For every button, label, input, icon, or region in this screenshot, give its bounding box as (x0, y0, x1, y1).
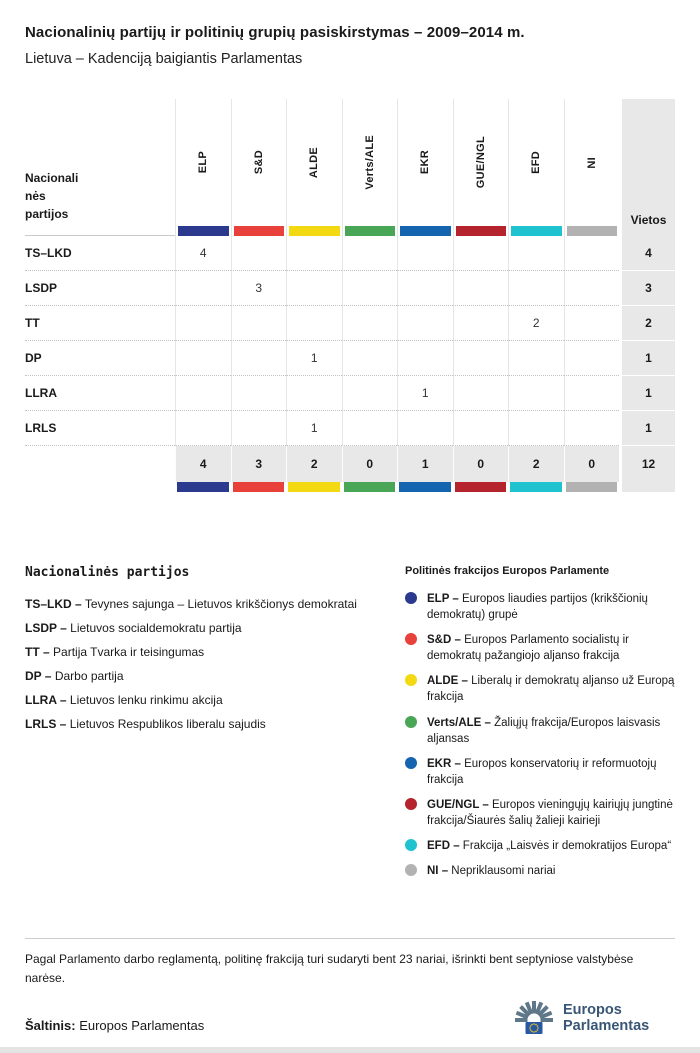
totals-spacer (25, 446, 175, 482)
european-parliament-logo (513, 992, 675, 1038)
page-title: Nacionalinių partijų ir politinių grupių pasiskirstymas – 2009–2014 m. (25, 24, 525, 41)
table-cell: 1 (286, 341, 342, 376)
legend-item: ALDE – Liberalų ir demokratų aljanso už Europą frakcija (405, 673, 675, 705)
table-cell (342, 376, 398, 411)
group-color-swatch (455, 482, 507, 492)
group-code-label: NI (585, 156, 598, 169)
group-color-swatch (178, 226, 229, 236)
source-text: Europos Parlamentas (75, 1018, 205, 1033)
column-header-verts-ale (342, 99, 398, 236)
legend-item: NI – Nepriklausomi nariai (405, 863, 675, 879)
table-cell (564, 306, 620, 341)
footnote: Pagal Parlamento darbo reglamentą, politinę frakciją turi sudaryti bent 23 nariai, išrinkti bent septyniose valstybėse narėse. (25, 938, 675, 987)
column-header-efd (508, 99, 564, 236)
legend-color-dot (405, 757, 417, 769)
legend-item: EKR – Europos konservatorių ir reformuotojų frakcija (405, 756, 675, 788)
table-cell (342, 271, 398, 306)
table-cell (175, 271, 231, 306)
group-color-swatch (289, 226, 340, 236)
eu-flag-icon (526, 1022, 543, 1034)
legend-item: LLRA – Lietuvos lenku rinkimu akcija (25, 693, 223, 707)
seats-cell: 2 (622, 306, 675, 341)
row-header-label: Nacionali nės partijos (25, 99, 175, 236)
group-color-swatch (400, 226, 451, 236)
total-cell: 3 (231, 446, 287, 482)
hemicycle-icon (515, 1001, 553, 1020)
row-label: LRLS (25, 411, 175, 446)
legend-item: TT – Partija Tvarka ir teisingumas (25, 645, 205, 659)
table-cell (286, 376, 342, 411)
group-code-label: EFD (530, 151, 543, 174)
total-cell: 1 (397, 446, 453, 482)
page-subtitle: Lietuva – Kadenciją baigiantis Parlamentas (25, 51, 303, 67)
table-cell (286, 271, 342, 306)
table-cell: 1 (397, 376, 453, 411)
column-header-sd (231, 99, 287, 236)
row-label: TT (25, 306, 175, 341)
bottom-colorbar-row (25, 482, 675, 493)
total-cell: 0 (453, 446, 509, 482)
row-label: TS–LKD (25, 236, 175, 271)
table-cell: 1 (286, 411, 342, 446)
table-cell (231, 376, 287, 411)
source-row (25, 992, 675, 1038)
table-cell (342, 411, 398, 446)
table-cell (342, 236, 398, 271)
table-cell (175, 376, 231, 411)
national-parties-legend-title: Nacionalinės partijos (25, 565, 190, 580)
table-cell (397, 341, 453, 376)
group-code-label: Verts/ALE (363, 135, 376, 190)
column-header-gue-ngl (453, 99, 509, 236)
bottom-accent-bar (0, 1047, 700, 1053)
table-cell (508, 271, 564, 306)
table-cell (175, 341, 231, 376)
group-code-label: EKR (419, 150, 432, 175)
total-cell: 0 (342, 446, 398, 482)
table-cell: 2 (508, 306, 564, 341)
table-cell (397, 271, 453, 306)
table-cell (564, 411, 620, 446)
seats-column-footer (622, 482, 675, 492)
seats-cell: 1 (622, 376, 675, 411)
table-cell (453, 306, 509, 341)
table-cell (397, 306, 453, 341)
table-cell (231, 341, 287, 376)
seats-cell: 4 (622, 236, 675, 271)
logo-text-line1: Europos (563, 1002, 622, 1018)
table-cell (508, 341, 564, 376)
source-line (25, 1018, 204, 1038)
table-cell (508, 236, 564, 271)
group-color-swatch (233, 482, 285, 492)
table-cell (286, 306, 342, 341)
table-cell (564, 271, 620, 306)
table-cell (508, 376, 564, 411)
group-color-swatch (566, 482, 618, 492)
group-color-swatch (567, 226, 618, 236)
row-label: DP (25, 341, 175, 376)
legend-item: LRLS – Lietuvos Respublikos liberalu sajudis (25, 717, 266, 731)
group-color-swatch (345, 226, 396, 236)
legend-color-dot (405, 674, 417, 686)
table-row (25, 236, 675, 271)
national-parties-legend (25, 565, 405, 888)
group-color-swatch (288, 482, 340, 492)
table-cell (175, 411, 231, 446)
table-cell (397, 411, 453, 446)
legend-section (25, 565, 675, 888)
group-color-swatch (511, 226, 562, 236)
group-color-swatch (456, 226, 507, 236)
column-header-ekr (397, 99, 453, 236)
legend-item: ELP – Europos liaudies partijos (krikščionių demokratų) grupė (405, 591, 675, 623)
legend-color-dot (405, 839, 417, 851)
table-cell (453, 376, 509, 411)
legend-item: TS–LKD – Tevynes sajunga – Lietuvos krikščionys demokratai (25, 597, 357, 611)
group-code-label: S&D (252, 150, 265, 175)
group-color-swatch (234, 226, 285, 236)
source-label: Šaltinis: (25, 1018, 76, 1033)
table-cell (453, 236, 509, 271)
group-color-swatch (344, 482, 396, 492)
legend-color-dot (405, 798, 417, 810)
table-cell (231, 411, 287, 446)
total-seats-cell: 12 (622, 446, 675, 482)
table-cell (564, 341, 620, 376)
legend-color-dot (405, 716, 417, 728)
table-header-row (25, 99, 675, 236)
political-groups-legend-title: Politinės frakcijos Europos Parlamente (405, 565, 610, 577)
total-cell: 2 (286, 446, 342, 482)
legend-item: Verts/ALE – Žaliųjų frakcija/Europos laisvasis aljansas (405, 715, 675, 747)
table-cell (453, 271, 509, 306)
group-color-swatch (510, 482, 562, 492)
table-cell (342, 306, 398, 341)
table-row (25, 271, 675, 306)
column-header-alde (286, 99, 342, 236)
legend-item: GUE/NGL – Europos vieningųjų kairiųjų jungtinė frakcija/Šiaurės šalių žalieji kairieji (405, 797, 675, 829)
table-cell (286, 236, 342, 271)
table-row (25, 341, 675, 376)
table-cell (564, 376, 620, 411)
column-header-seats: Vietos (622, 99, 675, 236)
seats-cell: 3 (622, 271, 675, 306)
table-row (25, 411, 675, 446)
table-row (25, 376, 675, 411)
table-cell (453, 411, 509, 446)
table-cell: 3 (231, 271, 287, 306)
group-code-label: ELP (197, 151, 210, 174)
table-cell (508, 411, 564, 446)
seats-table (25, 99, 675, 493)
legend-color-dot (405, 633, 417, 645)
legend-color-dot (405, 592, 417, 604)
table-cell (453, 341, 509, 376)
total-cell: 0 (564, 446, 620, 482)
table-cell (175, 306, 231, 341)
legend-item: EFD – Frakcija „Laisvės ir demokratijos Europa“ (405, 838, 675, 854)
group-code-label: ALDE (308, 146, 321, 179)
totals-row (25, 446, 675, 482)
group-code-label: GUE/NGL (474, 136, 487, 189)
table-cell (231, 236, 287, 271)
group-color-swatch (399, 482, 451, 492)
table-cell: 4 (175, 236, 231, 271)
legend-item: LSDP – Lietuvos socialdemokratu partija (25, 621, 242, 635)
table-cell (342, 341, 398, 376)
row-label: LLRA (25, 376, 175, 411)
total-cell: 2 (508, 446, 564, 482)
legend-item: S&D – Europos Parlamento socialistų ir demokratų pažangiojo aljanso frakcija (405, 632, 675, 664)
logo-text-line2: Parlamentas (563, 1018, 650, 1034)
table-row (25, 306, 675, 341)
column-header-elp (175, 99, 231, 236)
group-color-swatch (177, 482, 229, 492)
seats-cell: 1 (622, 411, 675, 446)
legend-item: DP – Darbo partija (25, 669, 124, 683)
political-groups-legend (405, 565, 675, 888)
table-cell (564, 236, 620, 271)
seats-cell: 1 (622, 341, 675, 376)
total-cell: 4 (175, 446, 231, 482)
legend-color-dot (405, 864, 417, 876)
table-cell (231, 306, 287, 341)
row-label: LSDP (25, 271, 175, 306)
column-header-ni (564, 99, 620, 236)
table-cell (397, 236, 453, 271)
